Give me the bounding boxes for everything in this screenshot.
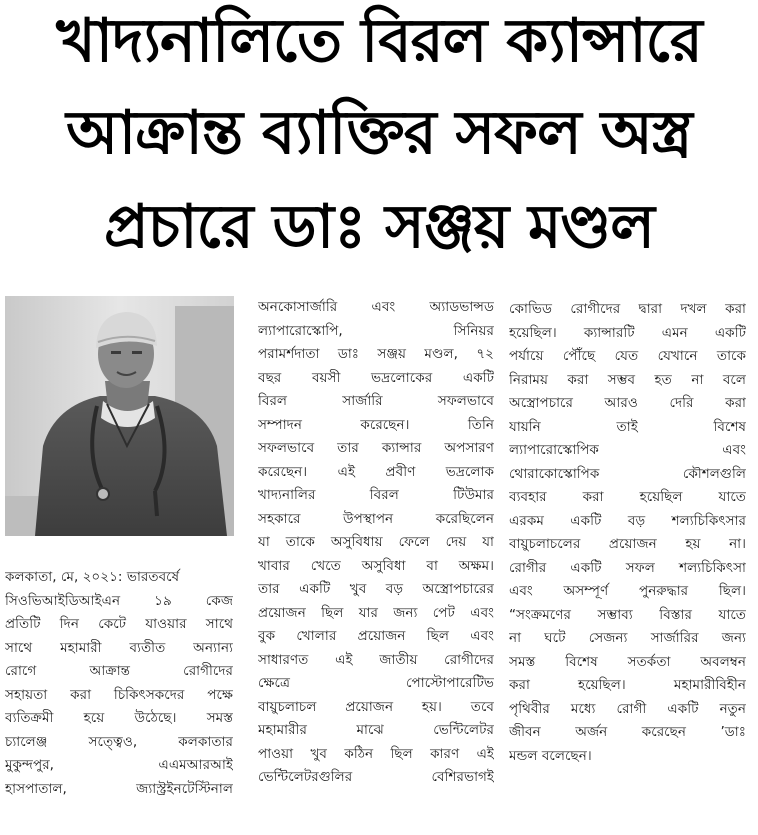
text-line: সমস্ত বিশেষ সতর্কতা অবলম্বন: [509, 653, 746, 670]
text-line: বায়ুচলাচলের প্রয়োজন হয় না।: [509, 536, 746, 552]
text-line: সাথে মহামারী ব্যতীত অন্যান্য: [5, 639, 233, 656]
text-line: বছর বয়সী ভদ্রলোকের একটি: [258, 369, 494, 386]
text-line: এরকম একটি বড় শল্যচিকিৎসার: [509, 512, 746, 529]
text-line: ক্ষেত্রে পোস্টোপারেটিভ: [258, 675, 494, 691]
text-line: ব্যতিক্রমী হয়ে উঠেছে। সমস্ত: [5, 710, 233, 726]
text-line: খাবার খেতে অসুবিধা বা অক্ষম।: [258, 557, 494, 574]
text-line: নিরাময় করা সম্ভব হত না বলে: [509, 371, 746, 388]
text-line: রোগীর একটি সফল শল্যচিকিৎসা: [509, 559, 746, 576]
text-line: সাধারণত এই জাতীয় রোগীদের: [258, 651, 494, 668]
article-column-3: [509, 298, 746, 768]
article-column-1: [5, 566, 233, 801]
text-line: “সংক্রমণের সম্ভাব্য বিস্তার যাতে: [509, 606, 746, 623]
text-line: পরামর্শদাতা ডাঃ সঞ্জয় মণ্ডল, ৭২: [258, 346, 494, 362]
text-line: পৃথিবীর মধ্যে রোগী একটি নতুন: [509, 700, 746, 717]
text-line: পাওয়া খুব কঠিন ছিল কারণ এই: [258, 745, 494, 762]
text-line: ল্যাপারোস্কোপি, সিনিয়র: [258, 322, 494, 339]
text-line: হাসপাতাল, জ্যাস্ট্রইনটেস্টিনাল: [5, 780, 233, 797]
text-line: বুক খোলার প্রয়োজন ছিল এবং: [258, 628, 494, 644]
text-line: যা তাকে অসুবিধায় ফেলে দেয় যা: [258, 534, 494, 550]
text-line: কলকাতা, মে, ২০২১: ভারতবর্ষে: [5, 569, 180, 585]
text-line: যায়নি তাই বিশেষ: [509, 418, 746, 435]
text-line: কোভিড রোগীদের দ্বারা দখল করা: [509, 301, 746, 317]
text-line: পর্যায়ে পৌঁছে যেত যেখানে তাকে: [509, 348, 746, 364]
text-line: সম্পাদন করেছেন। তিনি: [258, 416, 494, 433]
text-line: খাদ্যনালির বিরল টিউমার: [258, 487, 494, 503]
text-line: তার একটি খুব বড় অস্ত্রোপচারের: [258, 581, 494, 597]
text-line: ভেন্টিলেটরগুলির বেশিরভাগই: [258, 769, 494, 785]
text-line: ল্যাপারোস্কোপিক এবং: [509, 442, 746, 458]
text-line: এবং অসম্পূর্ণ পুনরুদ্ধার ছিল।: [509, 583, 746, 599]
text-line: সিওভিআইডিআইএন ১৯ কেজ: [5, 592, 233, 609]
text-line: বিরল সার্জারি সফলভাবে: [258, 393, 494, 409]
text-line: জীবন অর্জন করেছেন ’ডাঃ: [509, 724, 746, 740]
text-line: সহায়তা করা চিকিৎসকদের পক্ষে: [5, 686, 233, 703]
text-line: প্রয়োজন ছিল যার জন্য পেট এবং: [258, 604, 494, 621]
text-line: হয়েছিল। ক্যান্সারটি এমন একটি: [509, 324, 746, 341]
text-line: অনকোসার্জারি এবং অ্যাডভান্সড: [258, 299, 494, 315]
article-column-2: [258, 296, 494, 790]
text-line: থোরাকোস্কোপিক কৌশলগুলি: [509, 465, 746, 482]
text-line: প্রতিটি দিন কেটে যাওয়ার সাথে: [5, 616, 233, 632]
text-line: সহকারে উপস্থাপন করেছিলেন: [258, 510, 494, 527]
text-line: ব্যবহার করা হয়েছিল যাতে: [509, 489, 746, 505]
text-line: অস্ত্রোপচারে আরও দেরি করা: [509, 395, 746, 411]
text-line: চ্যালেঞ্জ সত্ত্বেও, কলকাতার: [5, 733, 233, 750]
headline-line-3: প্রচারে ডাঃ সঞ্জয় মণ্ডল: [103, 192, 655, 262]
text-line: করেছেন। এই প্রবীণ ভদ্রলোক: [258, 463, 494, 480]
text-line: মহামারীর মাঝে ভেন্টিলেটর: [258, 722, 494, 738]
text-line: মুকুন্দপুর, এএমআরআই: [5, 757, 233, 773]
text-line: করা হয়েছিল। মহামারীবিহীন: [509, 677, 746, 693]
headline-line-2: আক্রান্ত ব্যাক্তির সফল অস্ত্র: [66, 98, 692, 168]
text-line: না ঘটে সেজন্য সার্জারির জন্য: [509, 630, 746, 646]
text-line: বায়ুচলাচল প্রয়োজন হয়। তবে: [258, 698, 494, 715]
text-line: রোগে আক্রান্ত রোগীদের: [5, 663, 233, 679]
text-line: মন্ডল বলেছেন।: [509, 747, 592, 764]
text-line: সফলভাবে তার ক্যান্সার অপসারণ: [258, 440, 494, 456]
doctor-photo: [5, 296, 234, 536]
headline-line-1: খাদ্যনালিতে বিরল ক্যান্সারে: [56, 6, 702, 76]
